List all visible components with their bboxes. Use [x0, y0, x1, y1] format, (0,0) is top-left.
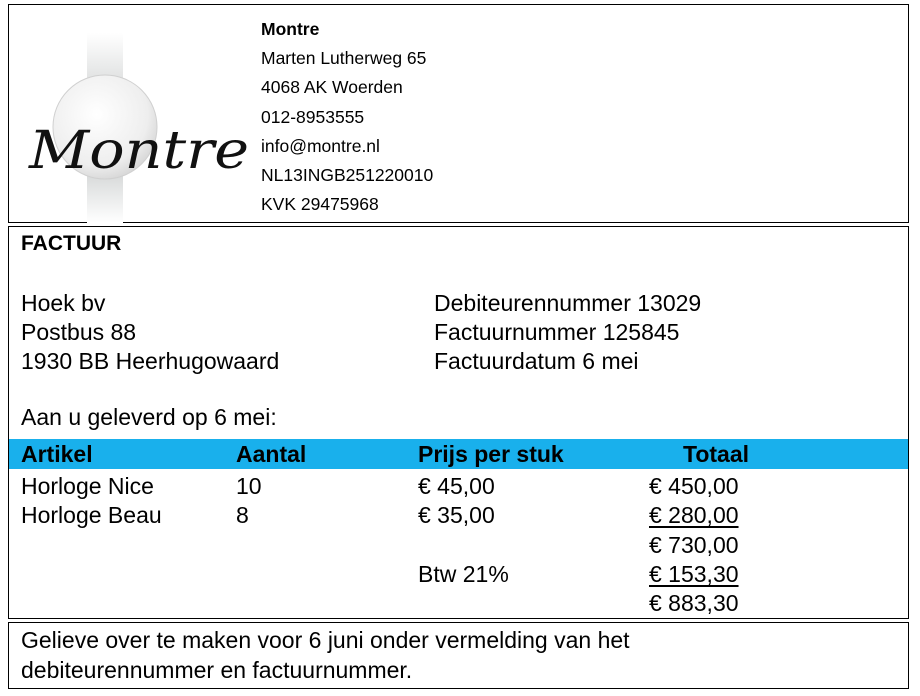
column-header-total: Totaal — [683, 441, 750, 467]
svg-text:Montre: Montre — [27, 121, 249, 181]
company-header — [8, 4, 909, 223]
debtor-number: Debiteurennummer 13029 — [434, 290, 702, 316]
company-phone: 012-8953555 — [261, 106, 365, 127]
invoice-date: Factuurdatum 6 mei — [434, 348, 639, 374]
company-kvk: KVK 29475968 — [261, 194, 379, 215]
column-header-quantity: Aantal — [236, 441, 307, 467]
table-row-2-quantity: 8 — [236, 502, 249, 528]
table-row-1-article: Horloge Nice — [21, 473, 154, 499]
payment-note — [8, 622, 909, 689]
vat-label: Btw 21% — [418, 561, 509, 587]
table-row-2-total: € 280,00 — [649, 502, 739, 528]
grand-total: € 883,30 — [649, 590, 739, 616]
customer-postal-city: 1930 BB Heerhugowaard — [21, 348, 280, 374]
company-name: Montre — [261, 19, 320, 39]
table-row-1-price: € 45,00 — [418, 473, 495, 499]
subtotal: € 730,00 — [649, 532, 739, 558]
table-row-2-article: Horloge Beau — [21, 502, 162, 528]
customer-address: Postbus 88 — [21, 319, 137, 345]
invoice-title: FACTUUR — [21, 232, 122, 255]
company-email: info@montre.nl — [261, 135, 380, 156]
payment-note-line-1: Gelieve over te maken voor 6 juni onder vermelding van het — [21, 627, 630, 653]
customer-name: Hoek bv — [21, 290, 106, 316]
invoice-body — [8, 226, 909, 619]
table-row-2-price: € 35,00 — [418, 502, 495, 528]
column-header-article: Artikel — [21, 441, 93, 467]
invoice-number: Factuurnummer 125845 — [434, 319, 680, 345]
company-details — [261, 15, 433, 219]
company-postal-city: 4068 AK Woerden — [261, 77, 403, 98]
vat-amount: € 153,30 — [649, 561, 739, 587]
table-row-1-total: € 450,00 — [649, 473, 739, 499]
company-iban: NL13INGB251220010 — [261, 165, 434, 186]
items-table-header — [9, 439, 908, 469]
delivered-line: Aan u geleverd op 6 mei: — [21, 404, 277, 430]
table-row-1-quantity: 10 — [236, 473, 262, 499]
montre-logo — [23, 33, 253, 223]
payment-note-line-2: debiteurennummer en factuurnummer. — [21, 657, 413, 683]
company-address: Marten Lutherweg 65 — [261, 48, 427, 69]
column-header-price: Prijs per stuk — [418, 441, 564, 467]
